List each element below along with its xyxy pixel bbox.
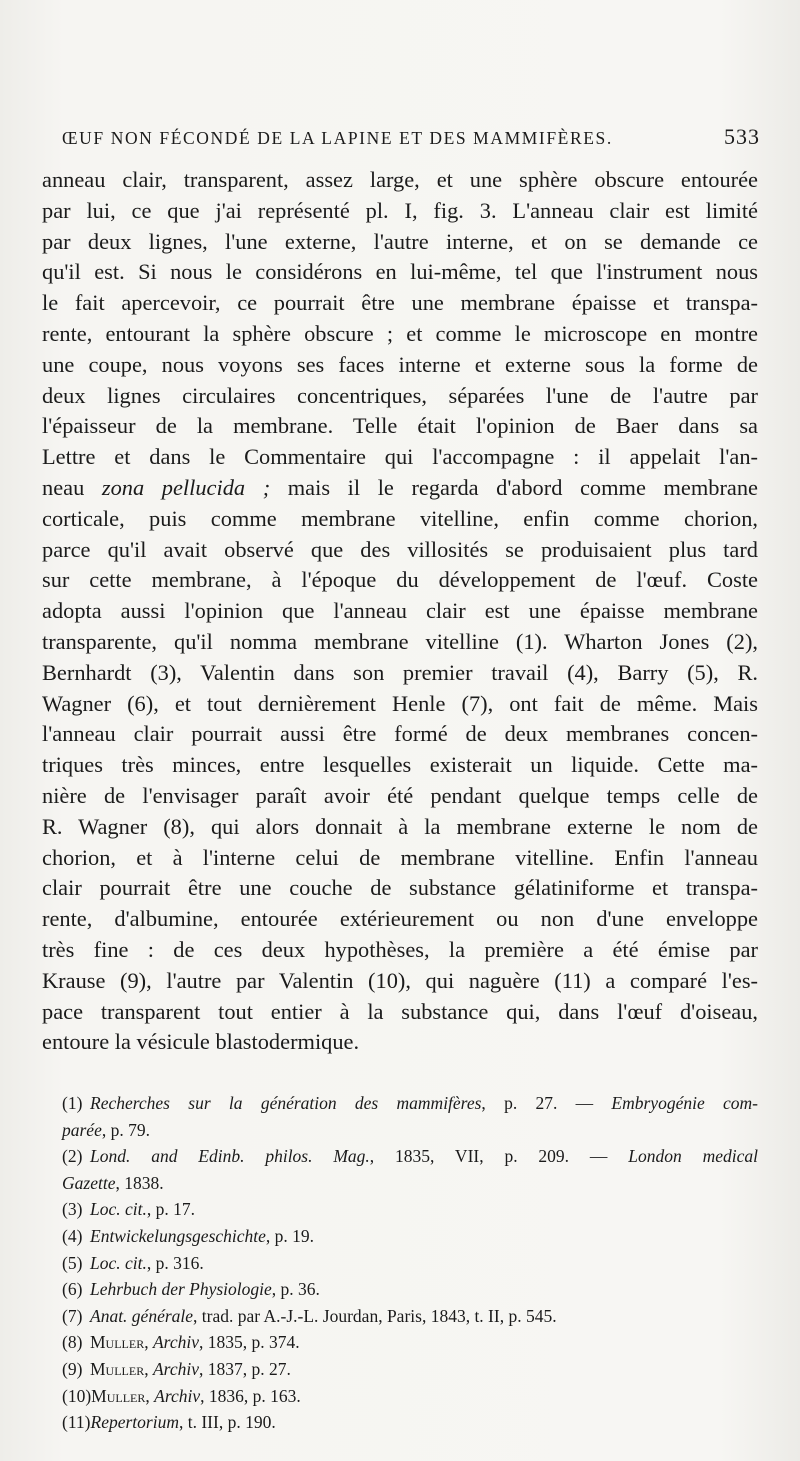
- body-line: parce qu'il avait observé que des villosités se produisaient plus tard: [42, 536, 758, 562]
- body-line: le fait apercevoir, ce pourrait être une membrane épaisse et transpa-: [42, 290, 758, 316]
- body-line: deux lignes circulaires concentriques, séparées l'une de l'autre par: [42, 382, 758, 408]
- body-line: clair pourrait être une couche de substance gélatiniforme et transpa-: [42, 875, 758, 901]
- body-line: l'anneau clair pourrait aussi être formé de deux membranes concen-: [42, 721, 758, 747]
- footnote-2: (2) Lond. and Edinb. philos. Mag., 1835, VII, p. 209. — London medical: [62, 1146, 758, 1167]
- body-line: transparente, qu'il nomma membrane vitelline (1). Wharton Jones (2),: [42, 628, 758, 654]
- body-line: sur cette membrane, à l'époque du développement de l'œuf. Coste: [42, 567, 758, 593]
- body-line: une coupe, nous voyons ses faces interne et externe sous la forme de: [42, 351, 758, 377]
- footnote-10: (10)Muller, Archiv, 1836, p. 163.: [62, 1385, 301, 1406]
- footnote-11: (11)Repertorium, t. III, p. 190.: [62, 1412, 276, 1433]
- body-line: adopta aussi l'opinion que l'anneau clair est une épaisse membrane: [42, 598, 758, 624]
- body-line: triques très minces, entre lesquelles existerait un liquide. Cette ma-: [42, 752, 758, 778]
- body-line: l'épaisseur de la membrane. Telle était l'opinion de Baer dans sa: [42, 413, 758, 439]
- page-number: 533: [724, 124, 760, 149]
- body-line: par deux lignes, l'une externe, l'autre interne, et on se demande ce: [42, 228, 758, 254]
- body-line: R. Wagner (8), qui alors donnait à la membrane externe le nom de: [42, 813, 758, 839]
- body-line: chorion, et à l'interne celui de membrane vitelline. Enfin l'anneau: [42, 844, 758, 870]
- body-line: rente, entourant la sphère obscure ; et comme le microscope en montre: [42, 320, 758, 346]
- running-header: [62, 124, 760, 150]
- body-line: Krause (9), l'autre par Valentin (10), qui naguère (11) a comparé l'es-: [42, 967, 758, 993]
- footnote-7: (7) Anat. générale, trad. par A.-J.-L. Jourdan, Paris, 1843, t. II, p. 545.: [62, 1305, 557, 1326]
- body-line: corticale, puis comme membrane vitelline, enfin comme chorion,: [42, 505, 758, 531]
- footnote-8: (8) Muller, Archiv, 1835, p. 374.: [62, 1332, 300, 1353]
- footnote-6: (6) Lehrbuch der Physiologie, p. 36.: [62, 1279, 320, 1300]
- body-line: pace transparent tout entier à la substance qui, dans l'œuf d'oiseau,: [42, 998, 758, 1024]
- footnote-1-continued: parée, p. 79.: [62, 1119, 150, 1140]
- body-line: nière de l'envisager paraît avoir été pendant quelque temps celle de: [42, 782, 758, 808]
- body-line: qu'il est. Si nous le considérons en lui-même, tel que l'instrument nous: [42, 259, 758, 285]
- body-line: Wagner (6), et tout dernièrement Henle (7), ont fait de même. Mais: [42, 690, 758, 716]
- footnote-1: (1) Recherches sur la génération des mammifères, p. 27. — Embryogénie com-: [62, 1093, 758, 1113]
- body-line: Lettre et dans le Commentaire qui l'accompagne : il appelait l'an-: [42, 444, 758, 470]
- body-line: très fine : de ces deux hypothèses, la première a été émise par: [42, 936, 758, 962]
- body-line: Bernhardt (3), Valentin dans son premier travail (4), Barry (5), R.: [42, 659, 758, 685]
- body-line: anneau clair, transparent, assez large, et une sphère obscure entourée: [42, 167, 758, 192]
- footnotes: [62, 1090, 758, 1436]
- footnote-2-continued: Gazette, 1838.: [62, 1172, 164, 1193]
- body-text: [42, 165, 758, 1058]
- footnote-9: (9) Muller, Archiv, 1837, p. 27.: [62, 1358, 291, 1379]
- footnote-4: (4) Entwickelungsgeschichte, p. 19.: [62, 1225, 315, 1246]
- footnote-5: (5) Loc. cit., p. 316.: [62, 1252, 204, 1273]
- body-line: par lui, ce que j'ai représenté pl. I, fig. 3. L'anneau clair est limité: [42, 197, 758, 223]
- footnote-3: (3) Loc. cit., p. 17.: [62, 1199, 195, 1220]
- body-line: rente, d'albumine, entourée extérieurement ou non d'une enveloppe: [42, 906, 758, 932]
- body-line: entoure la vésicule blastodermique.: [42, 1029, 360, 1055]
- body-line: neau zona pellucida ; mais il le regarda d'abord comme membrane: [42, 474, 758, 500]
- running-title: ŒUF NON FÉCONDÉ DE LA LAPINE ET DES MAMMIFÈRES.: [62, 128, 613, 148]
